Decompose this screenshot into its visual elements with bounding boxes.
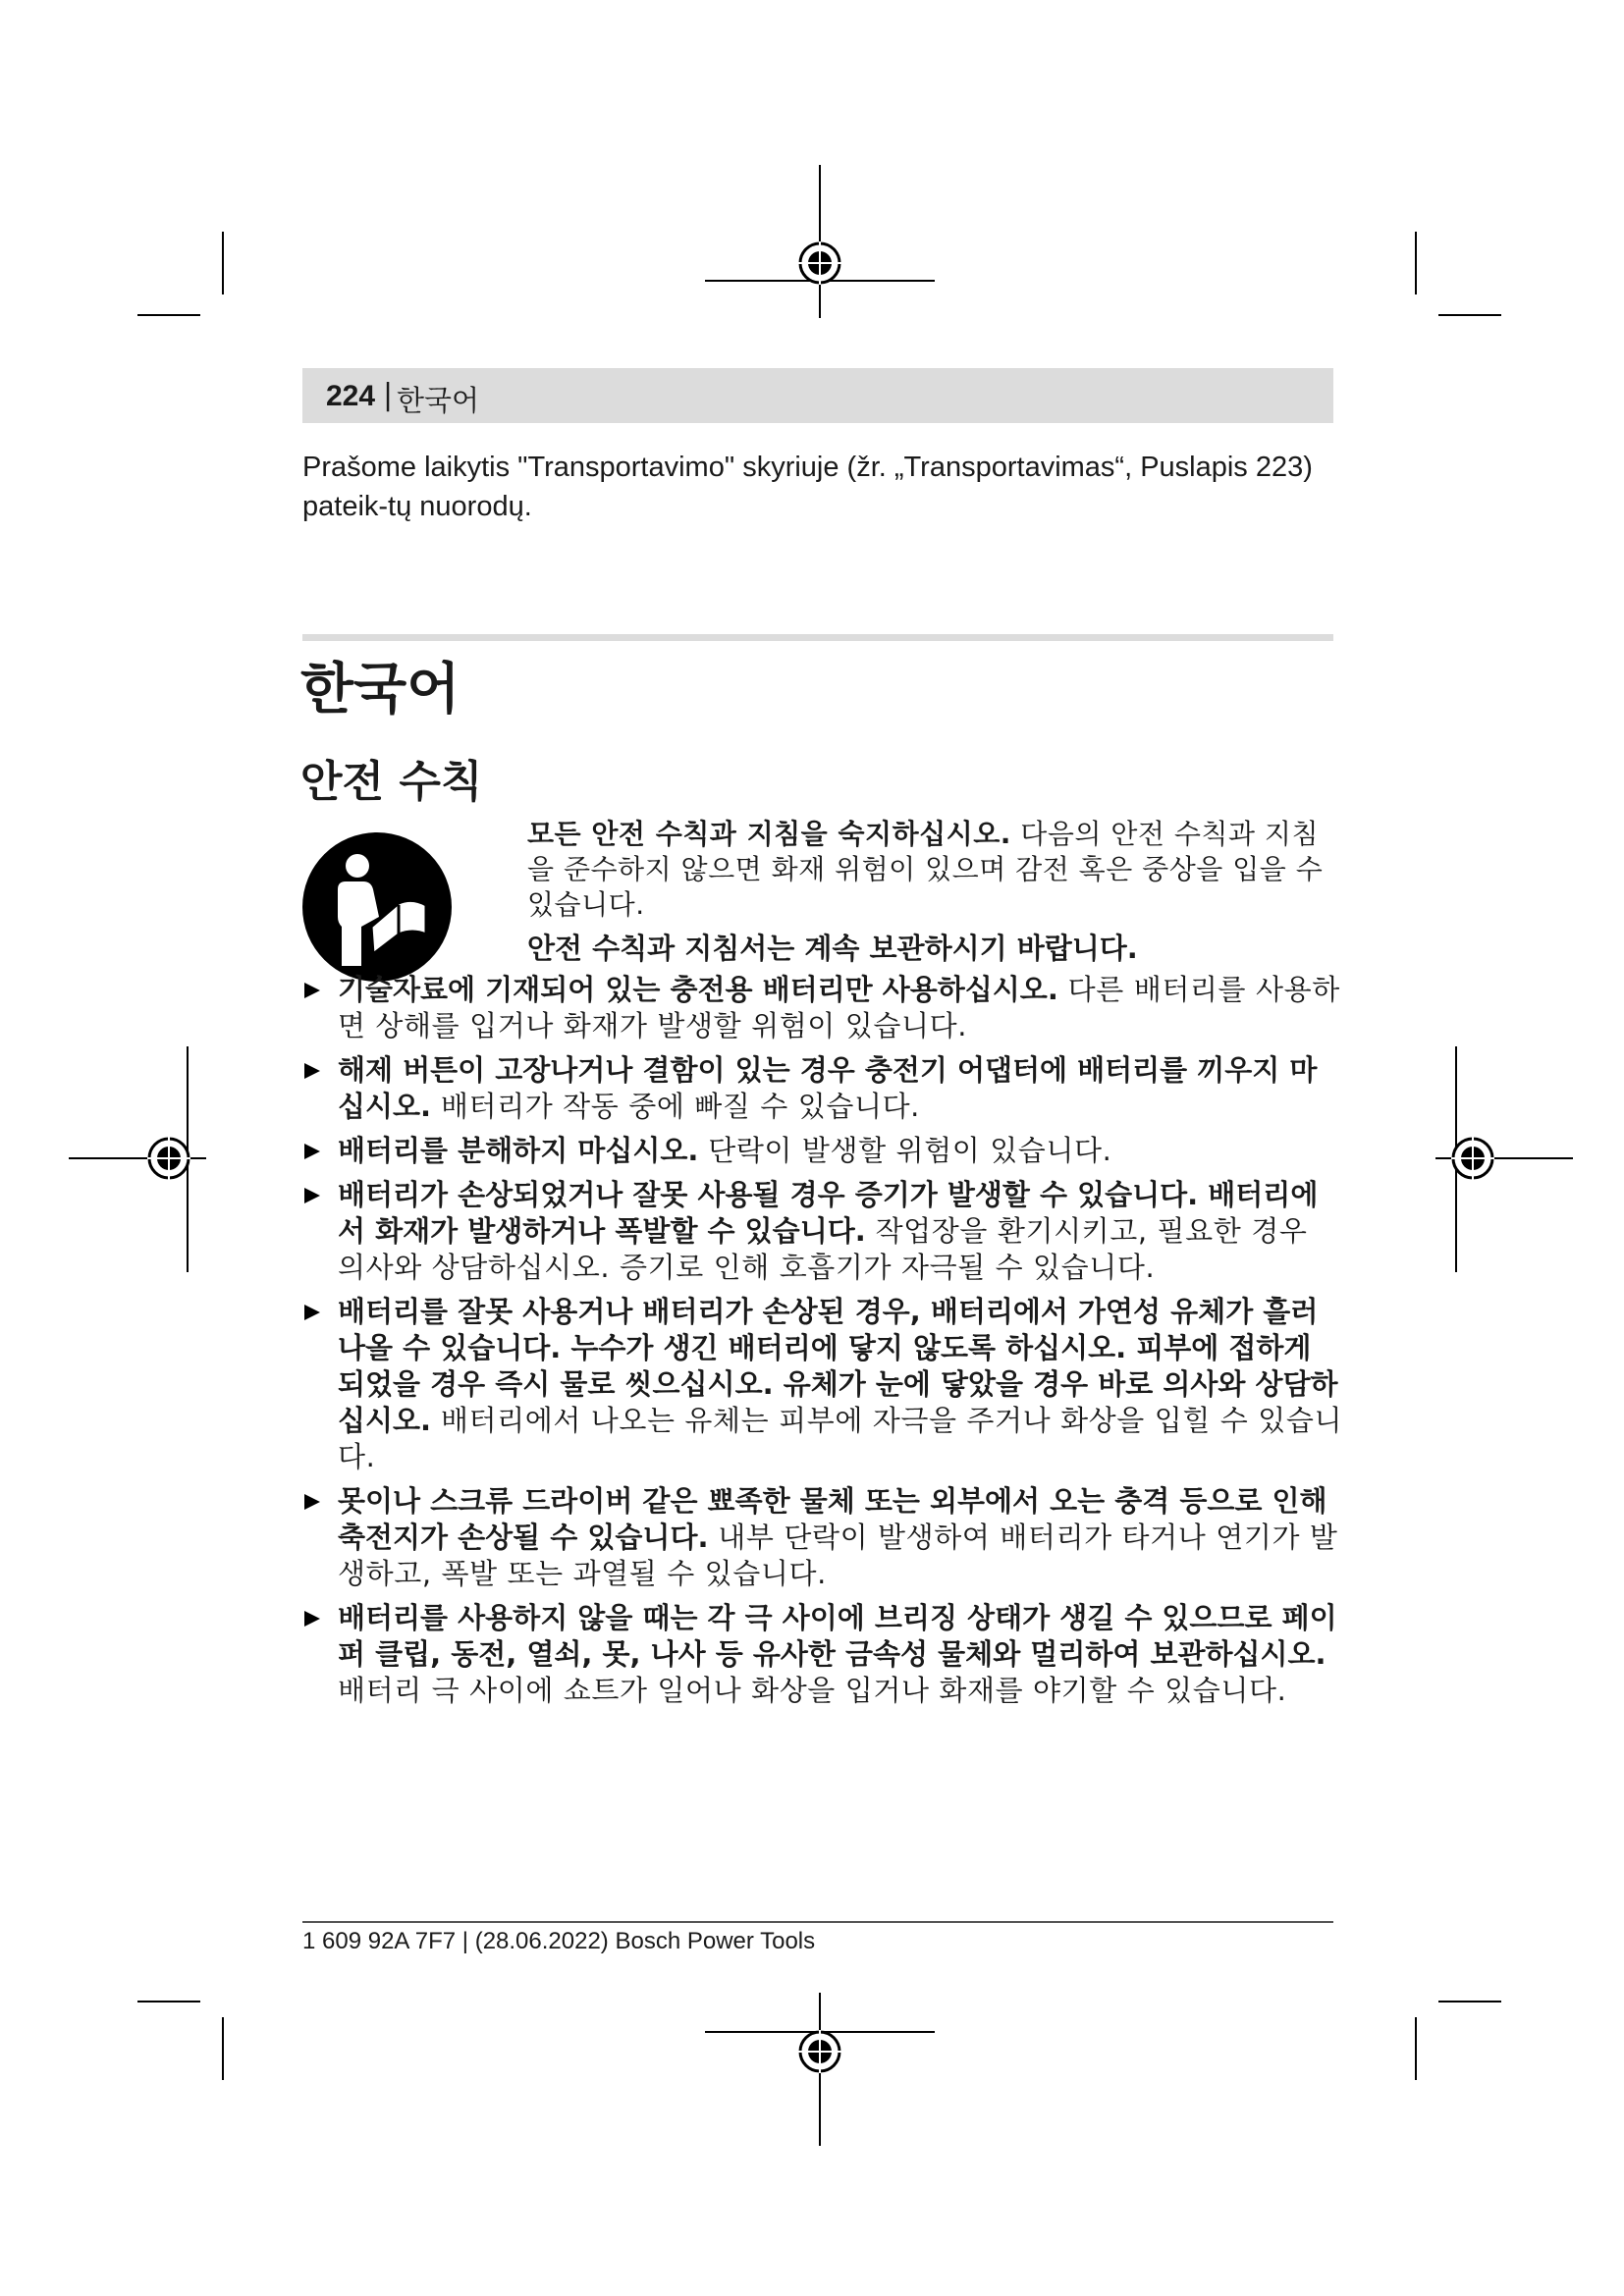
crop-mark [137, 2001, 200, 2002]
bullet-bold: 배터리를 잘못 사용거나 배터리가 손상된 경우, 배터리에서 가연성 유체가 흘러나올 수 있습니다. 누수가 생긴 배터리에 닿지 않도록 하십시오. 피부에 접하게 되었을 경우 즉시 물로 씻으십시오. 유체가 눈에 닿았을 경우 바로 의사와 상담하십시오. [338, 1295, 1338, 1437]
bullet-bold: 배터리가 손상되었거나 잘못 사용될 경우 증기가 발생할 수 있습니다. 배터리에서 화재가 발생하거나 폭발할 수 있습니다. [338, 1178, 1319, 1248]
section-title: 한국어 [300, 658, 460, 721]
page-header [302, 368, 1333, 423]
crop-mark [222, 232, 224, 294]
warning-read-bold: 모든 안전 수칙과 지침을 숙지하십시오. [527, 818, 1011, 850]
footer-divider [302, 1921, 1333, 1923]
section-divider [302, 634, 1333, 641]
list-item [302, 1483, 1343, 1592]
bullet-text: 배터리가 작동 중에 빠질 수 있습니다. [431, 1090, 921, 1123]
list-item [302, 1052, 1343, 1125]
bullet-triangle-icon [304, 1305, 320, 1320]
bullet-text: 단락이 발생할 위험이 있습니다. [698, 1134, 1112, 1167]
bullet-bold: 해제 버튼이 고장나거나 결함이 있는 경우 충전기 어댑터에 배터리를 끼우지 마십시오. [338, 1053, 1318, 1123]
header-language: 한국어 [397, 384, 480, 417]
intro-paragraph: Prašome laikytis "Transportavimo" skyriuje (žr. „Transportavimas“, Puslapis 223) pateik-tų nuorodų. [302, 452, 1313, 522]
page-number: 224 [326, 380, 376, 412]
warning-read-text: 다음의 안전 수칙과 지침을 준수하지 않으면 화재 위험이 있으며 감전 혹은 중상을 입을 수 있습니다. [527, 818, 1324, 921]
list-item [302, 1133, 1343, 1169]
bullet-triangle-icon [304, 1063, 320, 1079]
bullet-triangle-icon [304, 983, 320, 998]
bullet-text: 배터리에서 나오는 유체는 피부에 자극을 주거나 화상을 입힐 수 있습니다. [338, 1404, 1343, 1473]
header-separator: | [383, 378, 394, 412]
bullet-triangle-icon [304, 1188, 320, 1203]
warning-read-instructions [527, 817, 1332, 923]
crop-mark [1415, 2017, 1417, 2080]
crop-mark [1438, 314, 1501, 316]
bullet-bold: 배터리를 사용하지 않을 때는 각 극 사이에 브리징 상태가 생길 수 있으므로 페이퍼 클립, 동전, 열쇠, 못, 나사 등 유사한 금속성 물체와 멀리하여 보관하십시오. [338, 1601, 1337, 1671]
list-item [302, 972, 1343, 1044]
bullet-triangle-icon [304, 1144, 320, 1159]
bullet-bold: 못이나 스크류 드라이버 같은 뾰족한 물체 또는 외부에서 오는 충격 등으로 인해 축전지가 손상될 수 있습니다. [338, 1484, 1327, 1554]
registration-mark-icon [705, 165, 935, 318]
crop-mark [1438, 2001, 1501, 2002]
list-item [302, 1600, 1343, 1709]
read-manual-icon [302, 832, 452, 982]
bullet-text: 작업장을 환기시키고, 필요한 경우 의사와 상담하십시오. 증기로 인해 호흡기가 자극될 수 있습니다. [338, 1214, 1308, 1284]
bullet-triangle-icon [304, 1494, 320, 1510]
crop-mark [1415, 232, 1417, 294]
crop-mark [137, 314, 200, 316]
bullet-bold: 배터리를 분해하지 마십시오. [338, 1134, 699, 1167]
bullet-triangle-icon [304, 1611, 320, 1627]
registration-mark-icon [705, 1993, 935, 2146]
list-item [302, 1294, 1343, 1475]
list-item [302, 1177, 1343, 1286]
safety-bullet-list [302, 972, 1343, 1717]
registration-mark-icon [69, 1099, 206, 1217]
bullet-text: 배터리 극 사이에 쇼트가 일어나 화상을 입거나 화재를 야기할 수 있습니다. [338, 1674, 1287, 1707]
subsection-title: 안전 수칙 [300, 757, 483, 807]
bullet-text: 내부 단락이 발생하여 배터리가 타거나 연기가 발생하고, 폭발 또는 과열될 수 있습니다. [338, 1521, 1338, 1590]
bullet-text: 다른 배터리를 사용하면 상해를 입거나 화재가 발생할 위험이 있습니다. [338, 973, 1340, 1042]
page-footer: 1 609 92A 7F7 | (28.06.2022) Bosch Power Tools [302, 1928, 816, 1954]
registration-mark-icon [1435, 1099, 1573, 1217]
warning-keep-instructions: 안전 수칙과 지침서는 계속 보관하시기 바랍니다. [527, 932, 1138, 965]
crop-mark [222, 2017, 224, 2080]
bullet-bold: 기술자료에 기재되어 있는 충전용 배터리만 사용하십시오. [338, 973, 1058, 1006]
